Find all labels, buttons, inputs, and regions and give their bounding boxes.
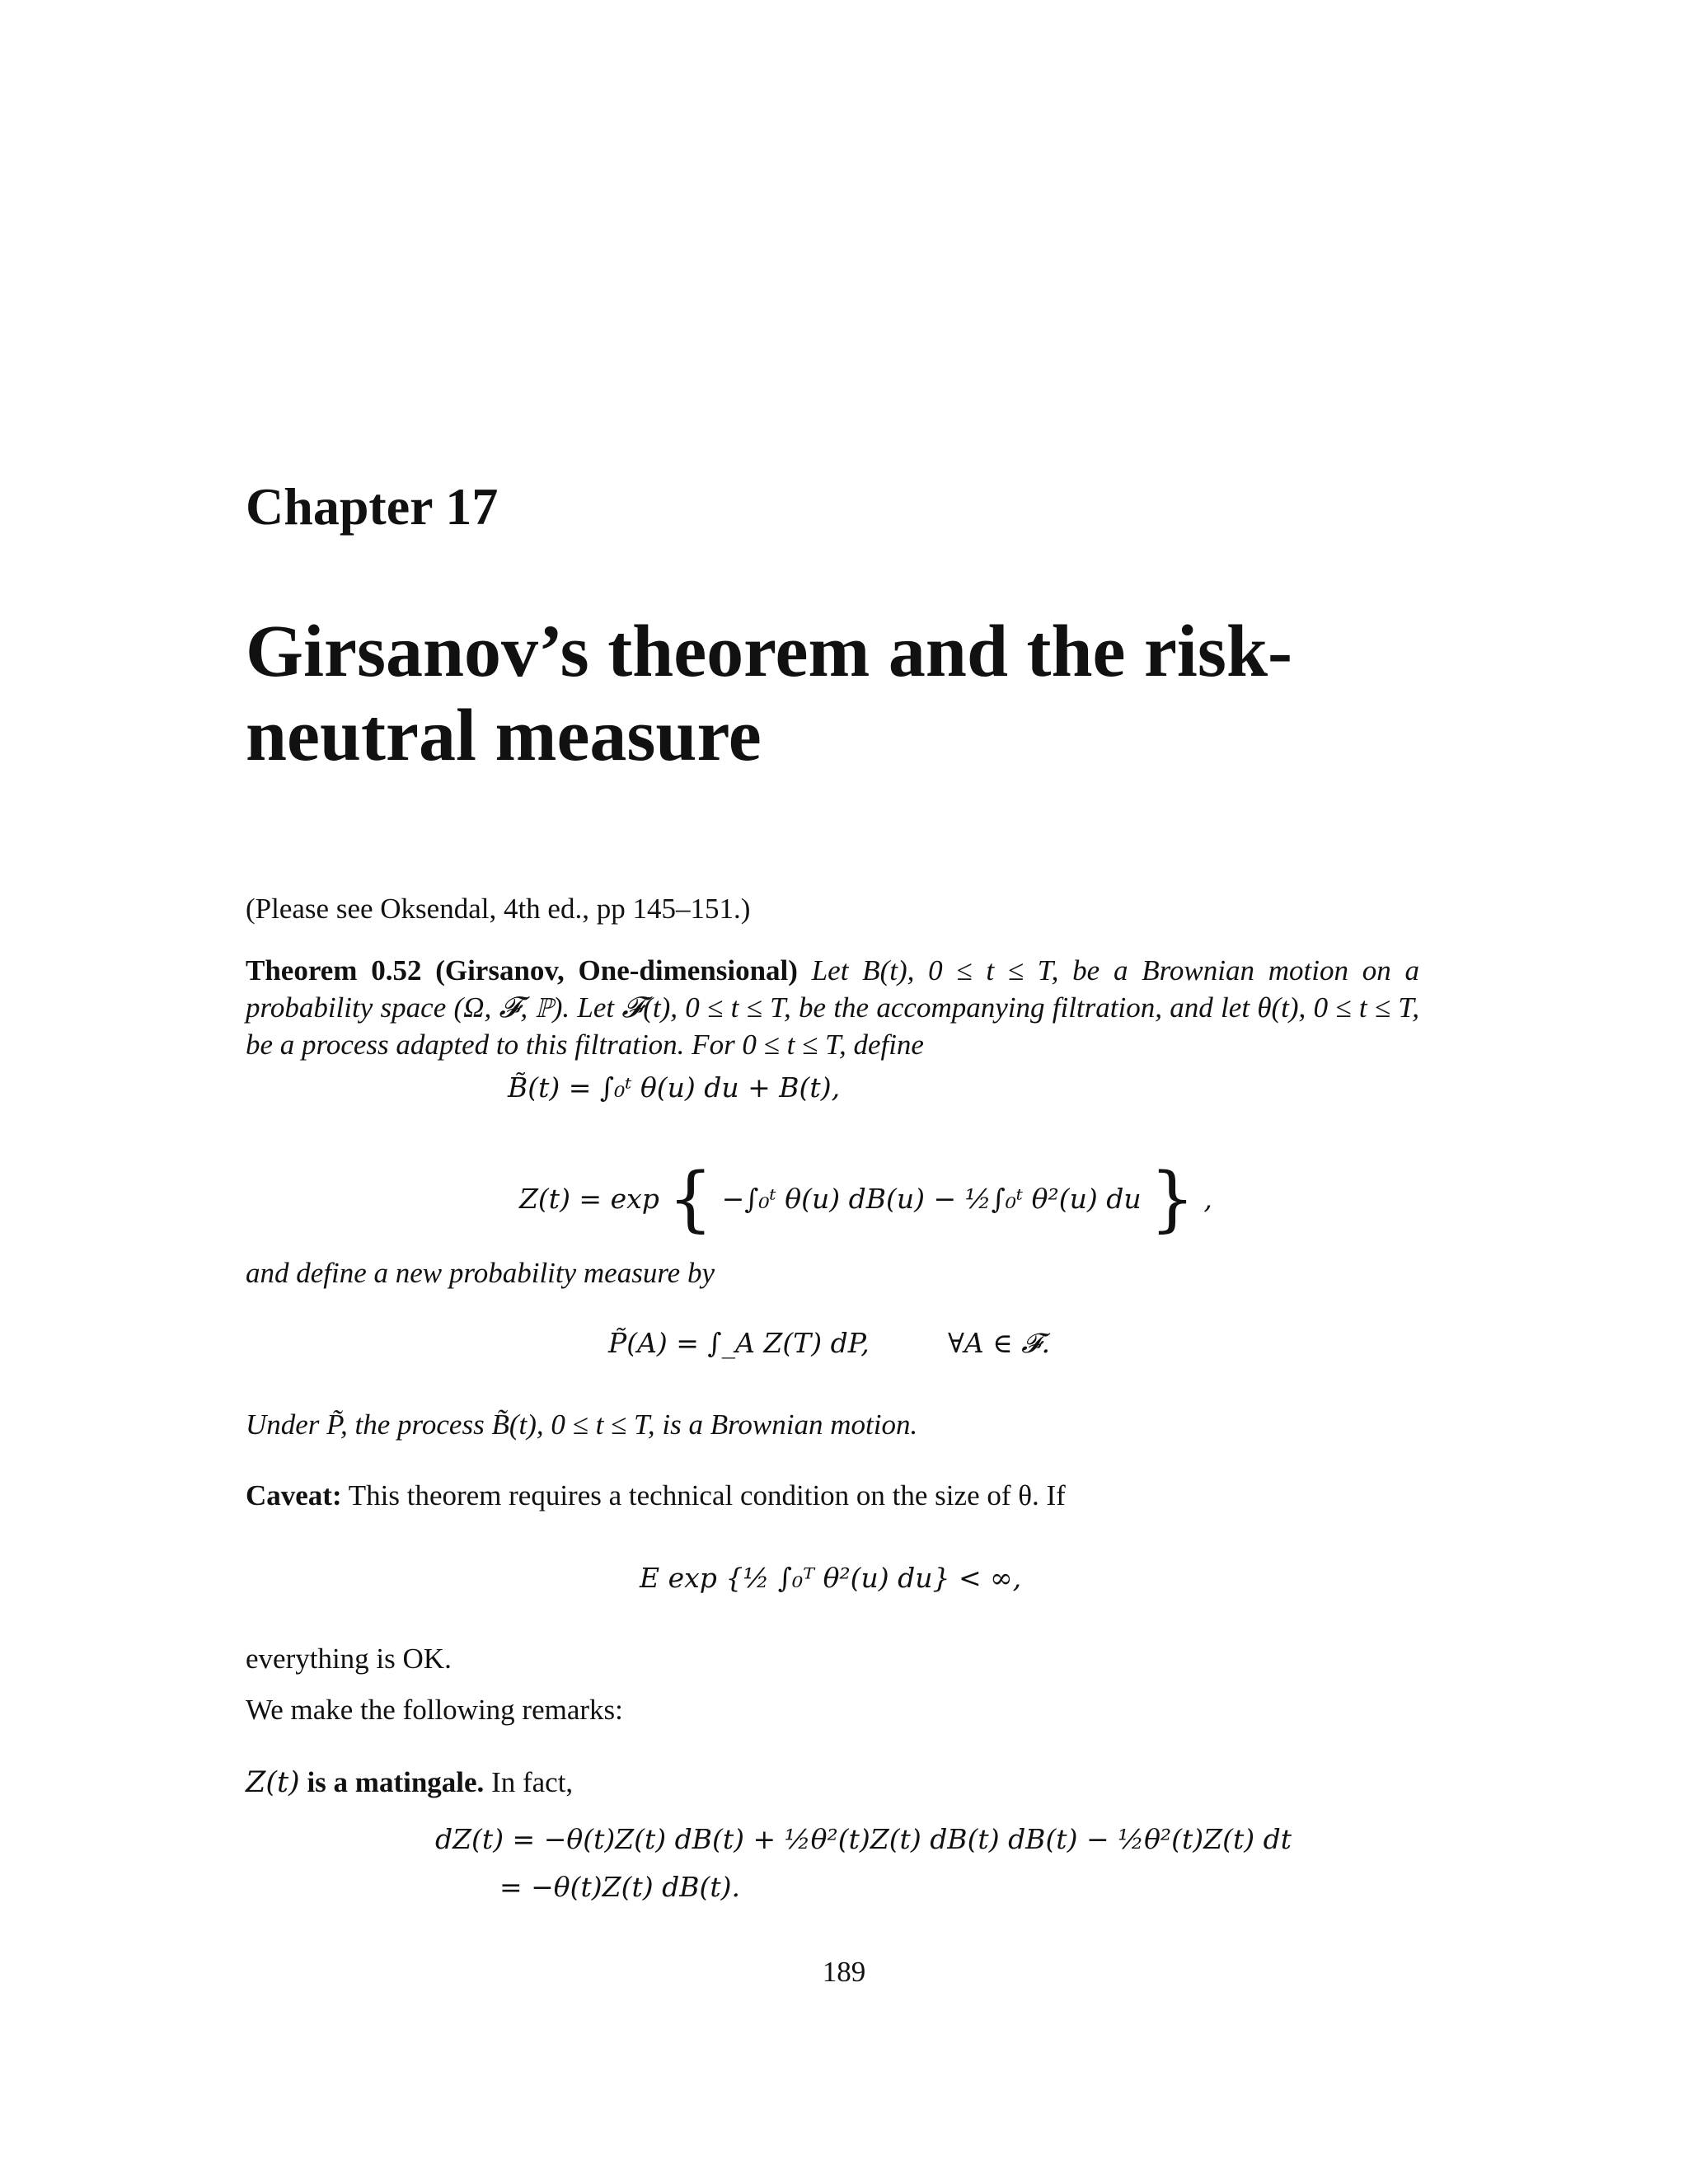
page-number: 189 [822, 1956, 866, 1988]
equation-btilde-text: B̃(t) = ∫₀ᵗ θ(u) du + B(t), [508, 1071, 841, 1104]
ok-text: everything is OK. [246, 1643, 452, 1675]
right-brace: } [1150, 1158, 1195, 1240]
martingale-rest: In fact, [491, 1766, 574, 1798]
equation-caveat [640, 1562, 1021, 1594]
equation-ptilde-forall [948, 1327, 1050, 1360]
left-brace: { [668, 1158, 714, 1240]
equation-btilde [508, 1071, 840, 1104]
equation-z [519, 1158, 1212, 1240]
under-p-text: Under P̃, the process B̃(t), 0 ≤ t ≤ T, is a Brownian motion. [246, 1408, 918, 1441]
martingale-math: Z(t) [246, 1766, 300, 1799]
equation-z-lhs: Z(t) = exp [519, 1183, 659, 1215]
equation-dz-line1 [435, 1823, 1292, 1855]
theorem-body: Let B(t), 0 ≤ t ≤ T, be a Brownian motion on a probability space (Ω, 𝓕, ℙ). Let 𝓕(t), 0 ≤ t ≤ T, be the accompanying filtration, and let θ(t), 0 ≤ t ≤ T, be a process adapted to this filtration. For 0 ≤ t ≤ T, define [246, 954, 1419, 1061]
chapter-label: Chapter 17 [246, 477, 499, 536]
equation-ptilde-forall-text: ∀A ∈ 𝓕. [948, 1327, 1050, 1359]
theorem-block [246, 952, 1419, 1063]
caveat-paragraph [246, 1477, 1066, 1514]
caveat-label: Caveat: [246, 1479, 342, 1511]
reference-note: (Please see Oksendal, 4th ed., pp 145–151.) [246, 893, 751, 925]
equation-z-tail: , [1203, 1183, 1212, 1215]
equation-dz-line2 [499, 1871, 740, 1903]
equation-dz-line1-text: dZ(t) = −θ(t)Z(t) dB(t) + ½θ²(t)Z(t) dB(t) dB(t) − ½θ²(t)Z(t) dt [435, 1823, 1292, 1855]
equation-ptilde [608, 1327, 870, 1359]
define-measure-text: and define a new probability measure by [246, 1257, 715, 1289]
chapter-title: Girsanov’s theorem and the risk-neutral measure [246, 611, 1292, 776]
caveat-body: This theorem requires a technical condition on the size of θ. If [348, 1479, 1066, 1511]
remarks-text: We make the following remarks: [246, 1694, 623, 1726]
martingale-paragraph [246, 1764, 573, 1802]
equation-z-inner: −∫₀ᵗ θ(u) dB(u) − ½∫₀ᵗ θ²(u) du [721, 1183, 1142, 1215]
equation-caveat-text: E exp {½ ∫₀ᵀ θ²(u) du} < ∞, [640, 1562, 1022, 1594]
equation-dz-line2-text: = −θ(t)Z(t) dB(t). [499, 1871, 740, 1903]
theorem-head: Theorem 0.52 (Girsanov, One-dimensional) [246, 954, 798, 987]
equation-ptilde-text: P̃(A) = ∫_A Z(T) dP, [608, 1327, 870, 1359]
martingale-bold: is a matingale. [307, 1766, 485, 1798]
